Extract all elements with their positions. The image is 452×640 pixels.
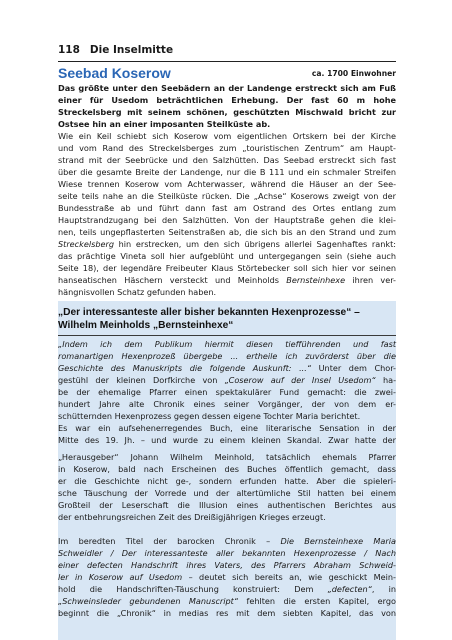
quote-text: „Schweinsleder gebundenen Manuscript“: [58, 596, 239, 606]
quote-text: „Coserow auf der Insel Usedom“: [224, 375, 376, 385]
box-line: be der ehemalige Pfarrer einen spektakulärer Fund gemacht: die zwei-: [58, 387, 396, 397]
emphasis-text: Bernsteinhexe: [286, 275, 346, 285]
body-line: Wiese trennen Koserow vom Achterwasser, während die Häuser an der See-: [58, 179, 396, 189]
box-line: [58, 559, 396, 571]
box-line: [58, 571, 396, 583]
box-line: [58, 583, 396, 595]
box-title: [58, 306, 396, 332]
box-line: er die Geschichte nicht ge-, sondern erfunden hatte. Aber die spieleri-: [58, 476, 396, 486]
emphasis-text: Streckelsberg: [58, 239, 114, 249]
page-title: Seebad Koserow: [58, 65, 171, 81]
box-line: Großteil der Leserschaft die Illusion eines authentischen Berichtes aus: [58, 500, 396, 510]
body-line: hängnisvollen Schatz gefunden haben.: [58, 287, 217, 297]
quote-text: einer defecten Handschrift ihres Vaters, des Pfarrers Abraham Schweid-: [58, 560, 396, 570]
box-line: „Herausgeber“ Johann Wilhelm Meinhold, tatsächlich ehemals Pfarrer: [58, 452, 396, 462]
page-number: 118: [58, 44, 80, 56]
header-rule: [58, 61, 396, 62]
box-line: [58, 535, 396, 547]
body-line: Bundesstraße ab und führt dann fast am Ostrand des Ortes entlang zum: [58, 203, 396, 213]
box-line: hundert Jahre alte Chronik eines seiner Vorgänger, der von dem er-: [58, 399, 396, 409]
quote-text: „Indem ich dem Publikum hiermit diesen tiefführenden und fast: [58, 339, 396, 349]
box-title-line: „Der interessanteste aller bisher bekannten Hexenprozesse“ –: [58, 307, 360, 318]
box-text: gestühl der kleinen Dorfkirche von: [58, 375, 225, 385]
quote-text: ler in Koserow auf Usedom: [58, 572, 183, 582]
box-line: [58, 595, 396, 607]
body-line: Seite 18), der legendäre Freibeuter Klaus Störtebecker soll sich hier vor seinen: [58, 263, 396, 273]
body-line: über die gesamte Breite der Landenge, nur die B 111 und ein schmaler Streifen: [58, 167, 396, 177]
box-line: [58, 350, 396, 362]
box-line: [58, 338, 396, 350]
box-line: [58, 547, 396, 559]
box-text: Im beredten Titel der barocken Chronik –: [58, 536, 281, 546]
box-title-rule: [58, 335, 396, 336]
box-line: Es war ein aufsehenerregendes Buch, eine literarische Sensation in der: [58, 423, 396, 433]
section-name: Die Inselmitte: [89, 44, 174, 56]
body-line: Hauptstrandzugang bei den Salzhütten. Von der Hauptstraße gehen die klei-: [58, 215, 396, 225]
box-paragraph-1: [58, 338, 396, 446]
box-text: – deutet sich bereits an, wie geschickt Mein-: [182, 572, 396, 582]
box-text: fehlten die ersten Kapitel, ergo: [238, 596, 396, 606]
body-line: Streckelsberg hin erstrecken, um den sich übrigens allerlei Sagenhaftes rankt:: [58, 239, 396, 249]
box-line: [58, 374, 396, 386]
quote-text: Die Bernsteinhexe Maria: [280, 536, 396, 546]
box-line: in Koserow, bald nach Erscheinen des Buches öffentlich gemacht, dass: [58, 464, 396, 474]
body-paragraph: [58, 130, 396, 298]
quote-text: Geschichte des Manuskripts die folgende Auskunft: ...“: [58, 363, 312, 373]
box-paragraph-3: [58, 535, 396, 619]
box-paragraph-2: [58, 451, 396, 523]
quote-text: Schweidler / Der interessanteste aller bekannten Hexenprozesse / Nach: [58, 548, 396, 558]
box-text: ha-: [375, 375, 396, 385]
quote-text: „defecten“: [327, 584, 372, 594]
body-line: strand mit der Seebrücke und den Salzhütten. Das Seebad erstreckt sich fast: [58, 155, 396, 165]
box-line: schütternden Hexenprozess gegen dessen eigene Tochter Maria berichtet.: [58, 411, 361, 421]
population-label: ca. 1700 Einwohner: [311, 69, 396, 78]
title-row: [58, 64, 396, 82]
box-text: , in: [371, 584, 396, 594]
body-line: nen, teils ungepflasterten Seitenstraßen ab, die sich bis an den Strand und zum: [58, 227, 396, 237]
lead-paragraph: Das größte unter den Seebädern an der Landenge erstreckt sich am Fuß einer für Usedom beträchtlichen Erhebung. Der fast 60 m hohe Streckelsberg mit seinem schönen, geschützten Mischwald bricht zur Ostsee hin an einer imposanten Steilküste ab.: [58, 83, 396, 129]
box-line: beginnt die „Chronik“ in medias res mit dem siebten Kapitel, das von: [58, 608, 396, 618]
box-line: Mitte des 19. Jh. – und wurde zu einem kleinen Skandal. Zwar hatte der: [58, 435, 396, 445]
quote-text: romanartigen Hexenprozeß übergebe ... ertheile ich zuvörderst über die: [58, 351, 396, 361]
body-line: Wie ein Keil schiebt sich Koserow vom eigentlichen Ortskern bei der Kirche: [58, 131, 396, 141]
body-line: und vom Rand des Streckelsberges zum „touristischen Zentrum“ am Haupt-: [58, 143, 396, 153]
box-text: hold die Handschriften-Täuschung konstruiert: Dem: [58, 584, 328, 594]
body-line: seite teils nahe an die Steilküste rücken. Die „Achse“ Koserows zweigt von der: [58, 191, 396, 201]
box-title-line: Wilhelm Meinholds „Bernsteinhexe“: [58, 320, 234, 331]
running-header: [58, 44, 396, 58]
box-line: der entbehrungsreichen Zeit des Dreißigjährigen Krieges erzeugt.: [58, 512, 326, 522]
info-box: [58, 301, 396, 640]
body-line: das prächtige Vineta soll hier aufgeblüht und untergegangen sein (siehe auch: [58, 251, 396, 261]
box-line: [58, 362, 396, 374]
box-line: sche Täuschung der Vorrede und der altertümliche Stil hatten bei einem: [58, 488, 396, 498]
box-text: Unter dem Chor-: [311, 363, 396, 373]
body-line: hanseatischen Häschern versteckt und Meinholds Bernsteinhexe ihren ver-: [58, 275, 396, 285]
